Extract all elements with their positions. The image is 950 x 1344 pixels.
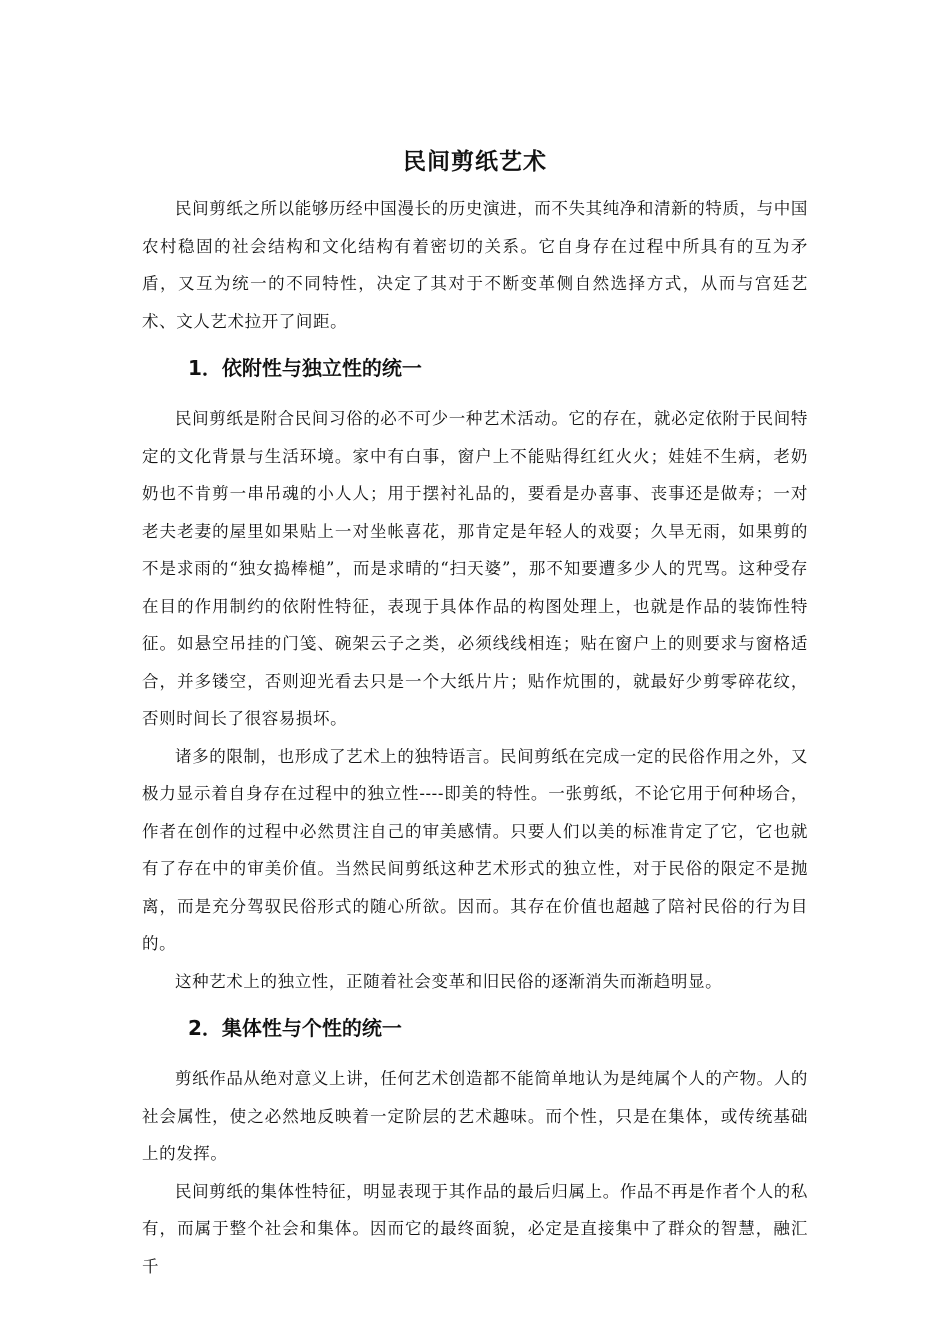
section-1-paragraph-1: 民间剪纸是附合民间习俗的必不可少一种艺术活动。它的存在，就必定依附于民间特定的文化背景与生活环境。家中有白事，窗户上不能贴得红红火火；娃娃不生病，老奶奶也不肯剪一串吊魂的小人人；用于摆衬礼品的，要看是办喜事、丧事还是做寿；一对老夫老妻的屋里如果贴上一对坐帐喜花，那肯定是年轻人的戏耍；久旱无雨，如果剪的不是求雨的“独女捣棒槌”，而是求晴的“扫天婆”，那不知要遭多少人的咒骂。这种受存在目的作用制约的依附性特征，表现于具体作品的构图处理上，也就是作品的装饰性特征。如悬空吊挂的门笺、碗架云子之类，必须线线相连；贴在窗户上的则要求与窗格适合，并多镂空，否则迎光看去只是一个大纸片片；贴作炕围的，就最好少剪零碎花纹，否则时间长了很容易损坏。 xyxy=(142,409,808,728)
document-page xyxy=(142,140,808,1285)
section-2-heading: 2．集体性与个性的统一 xyxy=(188,1016,402,1040)
section-2-paragraph-2: 民间剪纸的集体性特征，明显表现于其作品的最后归属上。作品不再是作者个人的私有，而属于整个社会和集体。因而它的最终面貌，必定是直接集中了群众的智慧，融汇千 xyxy=(142,1181,808,1276)
section-1-heading: 1．依附性与独立性的统一 xyxy=(188,356,422,380)
section-1-paragraph-3: 这种艺术上的独立性，正随着社会变革和旧民俗的逐渐消失而渐趋明显。 xyxy=(175,971,723,991)
intro-paragraph: 民间剪纸之所以能够历经中国漫长的历史演进，而不失其纯净和清新的特质，与中国农村稳固的社会结构和文化结构有着密切的关系。它自身存在过程中所具有的互为矛盾，又互为统一的不同特性，决定了其对于不断变革侧自然选择方式，从而与宫廷艺术、文人艺术拉开了间距。 xyxy=(142,199,808,331)
document-title: 民间剪纸艺术 xyxy=(403,149,547,175)
section-2-paragraph-1: 剪纸作品从绝对意义上讲，任何艺术创造都不能简单地认为是纯属个人的产物。人的社会属性，使之必然地反映着一定阶层的艺术趣味。而个性，只是在集体，或传统基础上的发挥。 xyxy=(142,1069,808,1163)
section-1-paragraph-2: 诸多的限制，也形成了艺术上的独特语言。民间剪纸在完成一定的民俗作用之外，又极力显示着自身存在过程中的独立性----即美的特性。一张剪纸，不论它用于何种场合，作者在创作的过程中必然贯注自己的审美感情。只要人们以美的标准肯定了它，它也就有了存在中的审美价值。当然民间剪纸这种艺术形式的独立性，对于民俗的限定不是抛离，而是充分驾驭民俗形式的随心所欲。因而。其存在价值也超越了陪衬民俗的行为目的。 xyxy=(142,746,808,953)
